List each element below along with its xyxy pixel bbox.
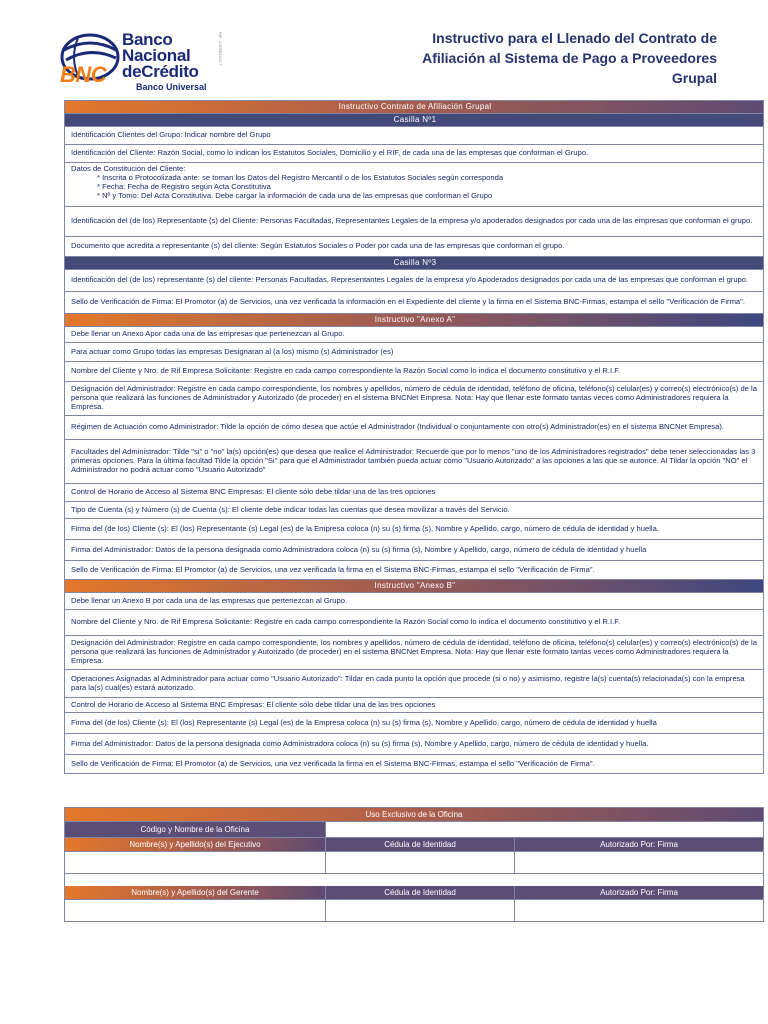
row-text: Nombre del Cliente y Nro. de Rif Empresa Solicitante: Registre en cada campo correspondiente la Razón Social como lo indica el documento constitutivo y el R.I.F. — [71, 617, 621, 627]
row-text: Firma del (de los) Cliente (s): El (los) Representante (s) Legal (es) de la Empresa coloca (n) su (s) firma (s), Nombre y Apellido, cargo, número de cédula de identidad y huella. — [71, 523, 659, 533]
bank-name — [122, 32, 199, 80]
table-row — [65, 343, 763, 362]
row-text: Documento que acredita a representante (s) del cliente: Según Estatutos Sociales o Poder por cada una de las empresas que conforman el grupo. — [71, 241, 565, 251]
executive-name-label: Nombre(s) y Apellido(s) del Ejecutivo — [65, 838, 326, 851]
row-text: Control de Horario de Acceso al Sistema BNC Empresas: El cliente sólo debe tildar una de las tres opciones — [71, 699, 436, 709]
table-row — [65, 755, 763, 774]
executive-input-row — [65, 852, 763, 874]
manager-name-field[interactable] — [65, 900, 326, 921]
table-row — [65, 237, 763, 257]
document-title — [357, 28, 717, 88]
row-text: Nombre del Cliente y Nro. de Rif Empresa Solicitante: Registre en cada campo correspondiente la Razón Social como lo indica el documento constitutivo y el R.I.F. — [71, 366, 621, 376]
office-code-row — [65, 822, 763, 838]
anexo-b-header: Instructivo "Anexo B" — [65, 580, 763, 593]
table-row — [65, 540, 763, 561]
registry-text: RIF: J-30984132-7 — [218, 32, 223, 66]
bank-name-line1: Banco — [122, 30, 173, 49]
bank-name-line2: Nacional — [122, 46, 191, 65]
office-use-table — [64, 807, 764, 922]
table-row — [65, 362, 763, 382]
row-text: Facultades del Administrador: Tilde "si" o "no" la(s) opción(es) que desea que realice el Administrador. Recuerde que por lo menos "uno de los Administradores registrados" debe tener seleccionadas las 3 primeras opciones. Para la última facultad Tilde la opción "Si" para que el Administrador también pueda actuar como "Usuario Autorizado" a las opciones a las que se autorice. Al Tildar la opción "NO" el Administrador no podrá actuar como "Usuario Autorizado" — [71, 447, 756, 474]
row-text: Para actuar como Grupo todas las empresas Designaran al (a los) mismo (s) Administrador (es) — [71, 346, 394, 356]
executive-header-row — [65, 838, 763, 852]
manager-name-label: Nombre(s) y Apellido(s) del Gerente — [65, 886, 326, 899]
office-title-row — [65, 808, 763, 822]
manager-signature-field[interactable] — [515, 900, 763, 921]
main-section-header: Instructivo Contrato de Afiliación Grupal — [65, 101, 763, 114]
row-text: Designación del Administrador: Registre en cada campo correspondiente, los nombres y apellidos, número de cédula de identidad, teléfono de oficina, teléfono(s) celular(es) y correo(s) electrónico(s) de la persona que realizará las funciones de Administrador y Autorizado (de proceder) en el sistema BNCNet Empresa. Nota: Hay que llenar este formato tantas veces como Administradores requiera la Empresa. — [71, 384, 757, 411]
anexo-a-header: Instructivo "Anexo A" — [65, 314, 763, 327]
table-row — [65, 327, 763, 343]
office-code-field[interactable] — [326, 822, 763, 837]
row-text: Identificación del Cliente: Razón Social, como lo indican los Estatutos Sociales, Domicilio y el RIF, de cada una de las empresas que conforman el Grupo. — [71, 148, 589, 158]
row-text: Tipo de Cuenta (s) y Número (s) de Cuenta (s): El cliente debe indicar todas las cuentas que desea movilizar a través del Servicio. — [71, 504, 510, 514]
row-text: Sello de Verificación de Firma: El Promotor (a) de Servicios, una vez verificada la firma en el Sistema BNC-Firmas, estampa el sello "Verificación de Firma". — [71, 564, 595, 574]
table-row — [65, 163, 763, 207]
table-row — [65, 440, 763, 484]
casilla3-header: Casilla Nº3 — [65, 257, 763, 270]
table-row — [65, 292, 763, 314]
table-row — [65, 734, 763, 755]
executive-name-field[interactable] — [65, 852, 326, 873]
casilla1-header: Casilla Nº1 — [65, 114, 763, 127]
row-text: Debe llenar un Anexo Apor cada una de las empresas que pertenezcan al Grupo. — [71, 329, 345, 339]
row-text: Designación del Administrador: Registre en cada campo correspondiente, los nombres y apellidos, número de cédula de identidad, teléfono de oficina, teléfono(s) celular(es) y correo(s) electrónico(s) de la persona que realizará las funciones de Administrador y Autorizado (de proceder) en el sistema BNCNet Empresa. Nota: Hay que llenar este formato tantas veces como Administradores requiera la Empresa. — [71, 638, 757, 665]
table-row — [65, 145, 763, 163]
row-text: Debe llenar un Anexo B por cada una de las empresas que pertenezcan al Grupo. — [71, 595, 348, 605]
table-row — [65, 270, 763, 292]
table-row — [65, 416, 763, 440]
row-text: Firma del Administrador: Datos de la persona designada como Administradora coloca (n) su (s) firma (s), Nombre y Apellido, cargo, número de cédula de identidad y huella — [71, 544, 647, 554]
row-text: Identificación del (de los) representante (s) del cliente: Personas Facultadas, Representantes Legales de la empresa y/o Apoderados designados por cada una de las empresas que conforman el grupo. — [71, 275, 749, 285]
table-row — [65, 561, 763, 580]
executive-id-label: Cédula de Identidad — [326, 838, 515, 851]
manager-auth-label: Autorizado Por: Firma — [515, 886, 763, 899]
table-row — [65, 484, 763, 502]
row-text: Identificación Clientes del Grupo: Indicar nombre del Grupo — [71, 130, 271, 140]
bank-logo — [60, 32, 230, 94]
table-row — [65, 610, 763, 636]
table-row — [65, 636, 763, 670]
table-row — [65, 382, 763, 416]
table-row — [65, 670, 763, 698]
executive-auth-label: Autorizado Por: Firma — [515, 838, 763, 851]
manager-header-row — [65, 886, 763, 900]
office-title: Uso Exclusivo de la Oficina — [65, 808, 763, 821]
manager-id-label: Cédula de Identidad — [326, 886, 515, 899]
row-text: Datos de Constitución del Cliente: — [71, 164, 186, 173]
table-row — [65, 698, 763, 713]
bank-tagline: Banco Universal — [136, 82, 207, 92]
executive-signature-field[interactable] — [515, 852, 763, 873]
row-text: * Inscrita o Protocolizada ante: se toman los Datos del Registro Mercantil o de los Estatutos Sociales según corresponda — [97, 172, 504, 182]
row-text: Régimen de Actuación como Administrador: Tilde la opción de cómo desea que actúe el Administrador (Individual o conjuntamente con otro(s) Administrador(es) en el sistema BNCNet Empresa). — [71, 422, 724, 432]
table-row — [65, 502, 763, 519]
table-row — [65, 713, 763, 734]
row-text: Firma del Administrador: Datos de la persona designada como Administradora coloca (n) su (s) firma (s), Nombre y Apellido, cargo, número de cédula de identidad y huella. — [71, 738, 649, 748]
bank-name-line3: deCrédito — [122, 62, 199, 81]
row-text: * Fecha: Fecha de Registro según Acta Constitutiva — [97, 181, 271, 191]
row-text: Sello de Verificación de Firma: El Promotor (a) de Servicios, una vez verificada la firma en el Sistema BNC-Firmas, estampa el sello "Verificación de Firma". — [71, 758, 595, 768]
title-line-1: Instructivo para el Llenado del Contrato de — [432, 30, 717, 46]
row-text: Sello de Verificación de Firma: El Promotor (a) de Servicios, una vez verificada la información en el Expediente del cliente y la firma en el Sistema BNC-Firmas, estampa el sello "Verificación de Firma". — [71, 297, 745, 307]
row-text: Firma del (de los) Cliente (s): El (los) Representante (s) Legal (es) de la Empresa coloca (n) su (s) firma (s), Nombre y Apellido, cargo, número de cédula de identidad y huella — [71, 717, 657, 727]
row-text: Control de Horario de Acceso al Sistema BNC Empresas: El cliente sólo debe tildar una de las tres opciones — [71, 487, 436, 497]
row-text: Identificación del (de los) Representante (s) del Cliente: Personas Facultadas, Representantes Legales de la empresa y/o apoderados designados por cada una de las empresas que conforman el grupo. — [71, 216, 753, 226]
instructions-table — [64, 100, 764, 774]
title-line-3: Grupal — [671, 70, 717, 86]
spacer-row — [65, 874, 763, 886]
office-code-label: Código y Nombre de la Oficina — [65, 822, 326, 837]
manager-input-row — [65, 900, 763, 922]
row-text: Operaciones Asignadas al Administrador para actuar como "Usuario Autorizado": Tildar en cada punto la opción que procede (si o no) y asimismo, registre la(s) cuenta(s) relacionada(s) con la empresa para la(s) cual(es) estará autorizado. — [71, 673, 745, 692]
table-row — [65, 593, 763, 610]
manager-id-field[interactable] — [326, 900, 515, 921]
table-row — [65, 207, 763, 237]
title-line-2: Afiliación al Sistema de Pago a Proveedores — [422, 50, 717, 66]
table-row — [65, 519, 763, 540]
row-text: * Nº y Tomo: Del Acta Constitutiva. Debe cargar la información de cada una de las empresas que conforman el Grupo — [97, 190, 493, 200]
bnc-wordmark: BNC — [60, 62, 107, 87]
executive-id-field[interactable] — [326, 852, 515, 873]
table-row — [65, 127, 763, 145]
